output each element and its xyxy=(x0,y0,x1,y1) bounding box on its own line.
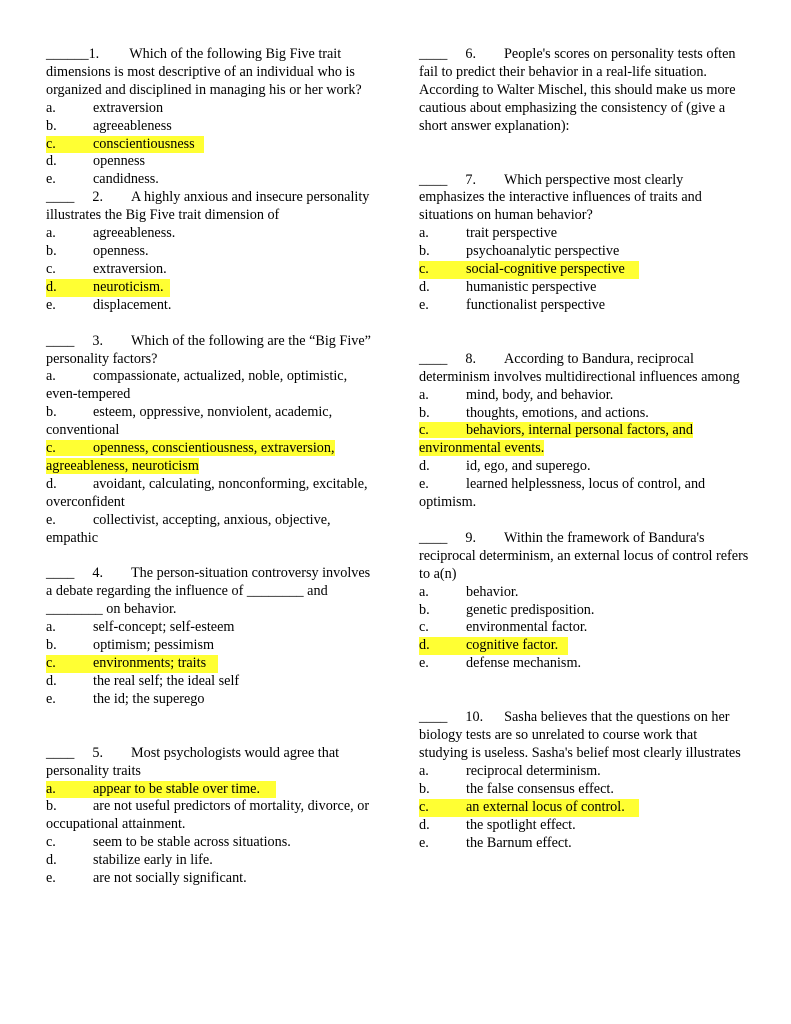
question-stem xyxy=(46,46,374,100)
answer-blank: ____ xyxy=(419,350,448,367)
answer-blank: ____ xyxy=(419,709,448,726)
question-stem xyxy=(419,46,749,136)
answer-blank: ____ xyxy=(46,565,75,582)
option-b: b. thoughts, emotions, and actions. xyxy=(419,404,649,421)
question-3 xyxy=(46,333,374,548)
option-e: e. collectivist, accepting, anxious, objective, empathic xyxy=(46,511,331,546)
question-number: 6. xyxy=(465,46,477,62)
option-d: d. the real self; the ideal self xyxy=(46,672,240,689)
option-a: a. mind, body, and behavior. xyxy=(419,386,614,403)
answer-blank: ____ xyxy=(46,744,75,761)
option-c: c. extraversion. xyxy=(46,260,167,277)
answer-blank: ____ xyxy=(46,189,75,206)
question-stem xyxy=(46,565,374,619)
option-c-highlighted: c. conscientiousness xyxy=(46,136,374,154)
question-number: 3. xyxy=(92,332,104,349)
option-b: b. openness. xyxy=(46,242,149,259)
question-text: According to Bandura, reciprocal determinism involves multidirectional influences among xyxy=(419,350,740,385)
question-stem xyxy=(46,333,374,369)
option-a: a. agreeableness. xyxy=(46,225,176,242)
right-column xyxy=(419,46,749,852)
question-7 xyxy=(419,172,749,315)
question-number: 7. xyxy=(465,171,477,188)
question-10 xyxy=(419,709,749,852)
option-d: d. the spotlight effect. xyxy=(419,816,576,833)
option-d: d. stabilize early in life. xyxy=(46,852,213,869)
question-text: Sasha believes that the questions on her biology tests are so unrelated to course work that studying is useless. Sasha's belief most clearly illustrates xyxy=(419,709,741,761)
option-c-highlighted: c. behaviors, internal personal factors, and environmental events. xyxy=(419,422,693,457)
option-a: a. trait perspective xyxy=(419,225,557,242)
answer-blank: ____ xyxy=(46,332,75,349)
question-8 xyxy=(419,351,749,512)
option-b: b. esteem, oppressive, nonviolent, academic, conventional xyxy=(46,404,333,439)
question-2 xyxy=(46,189,374,314)
option-e: e. are not socially significant. xyxy=(46,870,247,887)
question-6 xyxy=(419,46,749,136)
option-e: e. displacement. xyxy=(46,296,172,313)
option-b: b. are not useful predictors of mortality, divorce, or occupational attainment. xyxy=(46,798,370,833)
option-a: a. extraversion xyxy=(46,99,164,116)
option-a: a. behavior. xyxy=(419,583,519,600)
option-b: b. optimism; pessimism xyxy=(46,637,215,654)
option-d: d. humanistic perspective xyxy=(419,278,597,295)
option-a-highlighted: a. appear to be stable over time. xyxy=(46,781,374,799)
answer-blank: ____ xyxy=(419,46,448,62)
question-stem xyxy=(419,709,749,763)
question-number: 1. xyxy=(88,46,100,62)
question-stem xyxy=(46,745,374,781)
option-d: d. openness xyxy=(46,153,146,170)
question-number: 8. xyxy=(465,350,477,367)
question-text: Within the framework of Bandura's reciprocal determinism, an external locus of control refers to a(n) xyxy=(419,529,749,582)
question-number: 5. xyxy=(92,744,104,761)
option-a: a. reciprocal determinism. xyxy=(419,762,601,779)
question-stem xyxy=(419,172,749,226)
option-b: b. genetic predisposition. xyxy=(419,601,595,618)
question-stem xyxy=(46,189,374,225)
question-number: 2. xyxy=(92,189,104,206)
question-4 xyxy=(46,565,374,708)
question-text: Which perspective most clearly emphasizes the interactive influences of traits and situations on human behavior? xyxy=(419,171,702,224)
question-number: 4. xyxy=(92,565,104,582)
question-text: A highly anxious and insecure personality illustrates the Big Five trait dimension of xyxy=(46,189,370,224)
question-5 xyxy=(46,745,374,888)
option-c-highlighted: c. openness, conscientiousness, extraversion, agreeableness, neuroticism xyxy=(46,440,335,474)
question-text: Most psychologists would agree that personality traits xyxy=(46,744,340,779)
question-9 xyxy=(419,530,749,673)
option-a: a. self-concept; self-esteem xyxy=(46,619,235,636)
option-e: e. defense mechanism. xyxy=(419,655,582,672)
option-a: a. compassionate, actualized, noble, optimistic, even-tempered xyxy=(46,368,348,403)
option-e: e. the Barnum effect. xyxy=(419,834,572,851)
option-c-highlighted: c. social-cognitive perspective xyxy=(419,261,749,279)
option-c: c. seem to be stable across situations. xyxy=(46,834,291,851)
question-stem xyxy=(419,351,749,387)
question-number: 10. xyxy=(465,709,484,726)
option-d-highlighted: d. neuroticism. xyxy=(46,279,374,297)
option-b: b. agreeableness xyxy=(46,117,172,134)
question-text: Which of the following Big Five trait dimensions is most descriptive of an individual who is organized and disciplined in managing his or her work? xyxy=(46,46,362,98)
left-column xyxy=(46,46,374,888)
option-c-highlighted: c. environments; traits xyxy=(46,655,374,673)
answer-blank: ____ xyxy=(419,529,448,546)
question-stem xyxy=(419,530,749,584)
option-b: b. psychoanalytic perspective xyxy=(419,243,620,260)
option-b: b. the false consensus effect. xyxy=(419,780,614,797)
option-d-highlighted: d. cognitive factor. xyxy=(419,637,749,655)
question-text: Which of the following are the “Big Five” personality factors? xyxy=(46,332,371,367)
option-c-highlighted: c. an external locus of control. xyxy=(419,799,749,817)
question-text: People's scores on personality tests often fail to predict their behavior in a real-life situation. According to Walter Mischel, this should make us more cautious about emphasizing the consistency of (give a short answer explanation): xyxy=(419,46,736,134)
option-d: d. id, ego, and superego. xyxy=(419,458,591,475)
question-number: 9. xyxy=(465,529,477,546)
option-d: d. avoidant, calculating, nonconforming, excitable, overconfident xyxy=(46,475,368,510)
option-e: e. candidness. xyxy=(46,171,159,188)
question-text: The person-situation controversy involves a debate regarding the influence of ________ and ________ on behavior. xyxy=(46,565,371,618)
option-e: e. functionalist perspective xyxy=(419,296,606,313)
question-1 xyxy=(46,46,374,189)
answer-blank: ____ xyxy=(419,171,448,188)
answer-blank: ______ xyxy=(46,46,89,62)
option-c: c. environmental factor. xyxy=(419,619,588,636)
option-e: e. the id; the superego xyxy=(46,690,205,707)
option-e: e. learned helplessness, locus of control, and optimism. xyxy=(419,476,706,511)
